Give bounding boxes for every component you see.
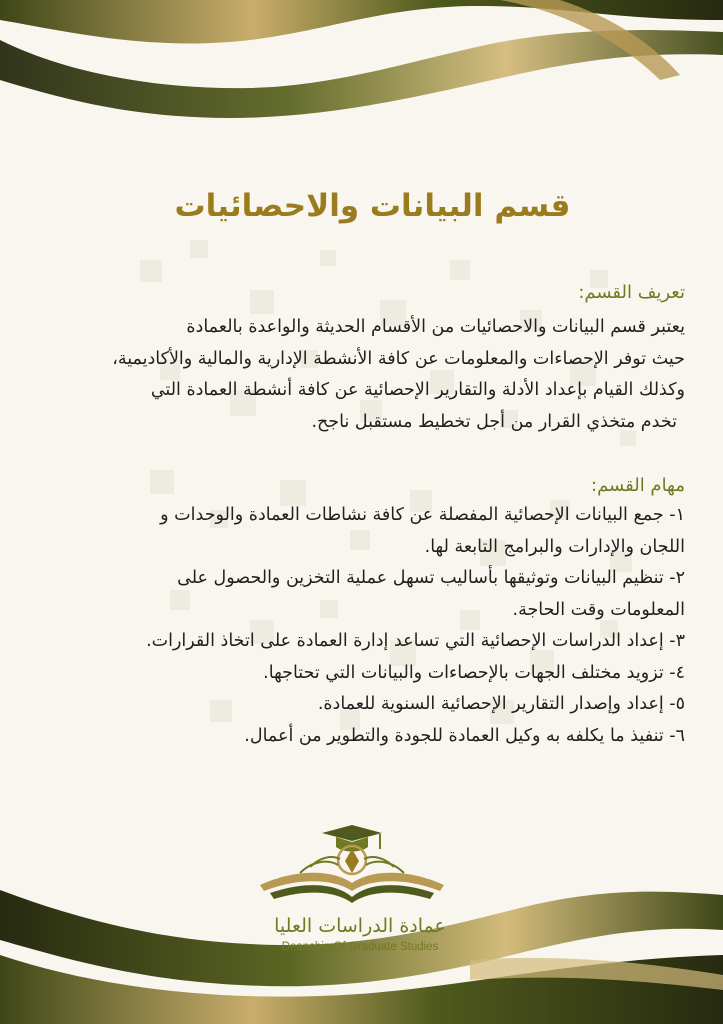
task-line: ٢- تنظيم البيانات وتوثيقها بأساليب تسهل عملية التخزين والحصول على [177, 568, 685, 588]
logo-english-text: Deanship Of Graduate Studies [281, 941, 439, 953]
list-item [60, 721, 685, 753]
task-line: ٦- تنفيذ ما يكلفه به وكيل العمادة للجودة والتطوير من أعمال. [244, 725, 685, 746]
definition-line: تخدم متخذي القرار من أجل تخطيط مستقبل ناجح. [311, 411, 677, 432]
list-item [60, 626, 685, 658]
tasks-heading: مهام القسم: [591, 475, 685, 496]
deanship-logo [240, 815, 480, 965]
definition-heading: تعريف القسم: [578, 282, 685, 303]
logo-arabic-text: عمادة الدراسات العليا [274, 915, 446, 937]
list-item [60, 689, 685, 721]
list-item [60, 563, 685, 626]
list-item [60, 500, 685, 563]
definition-line: يعتبر قسم البيانات والاحصائيات من الأقسام الحديثة والواعدة بالعمادة [186, 317, 685, 337]
definition-line: وكذلك القيام بإعداد الأدلة والتقارير الإحصائية عن كافة أنشطة العمادة التي [150, 380, 685, 400]
task-line: المعلومات وقت الحاجة. [512, 599, 685, 620]
task-line: ٣- إعداد الدراسات الإحصائية التي تساعد إدارة العمادة على اتخاذ القرارات. [146, 631, 685, 651]
definition-line: حيث توفر الإحصاءات والمعلومات عن كافة الأنشطة الإدارية والمالية والأكاديمية، [112, 348, 685, 369]
task-line: اللجان والإدارات والبرامج التابعة لها. [424, 536, 685, 557]
book-cap-emblem-icon [240, 815, 480, 915]
page-title: قسم البيانات والاحصائيات [174, 188, 571, 224]
task-line: ١- جمع البيانات الإحصائية المفصلة عن كافة نشاطات العمادة والوحدات و [160, 505, 685, 525]
task-line: ٥- إعداد وإصدار التقارير الإحصائية السنوية للعمادة. [317, 694, 685, 714]
definition-paragraph [60, 312, 685, 438]
list-item [60, 658, 685, 690]
task-line: ٤- تزويد مختلف الجهات بالإحصاءات والبيانات التي تحتاجها. [263, 662, 685, 683]
tasks-list [60, 500, 685, 752]
